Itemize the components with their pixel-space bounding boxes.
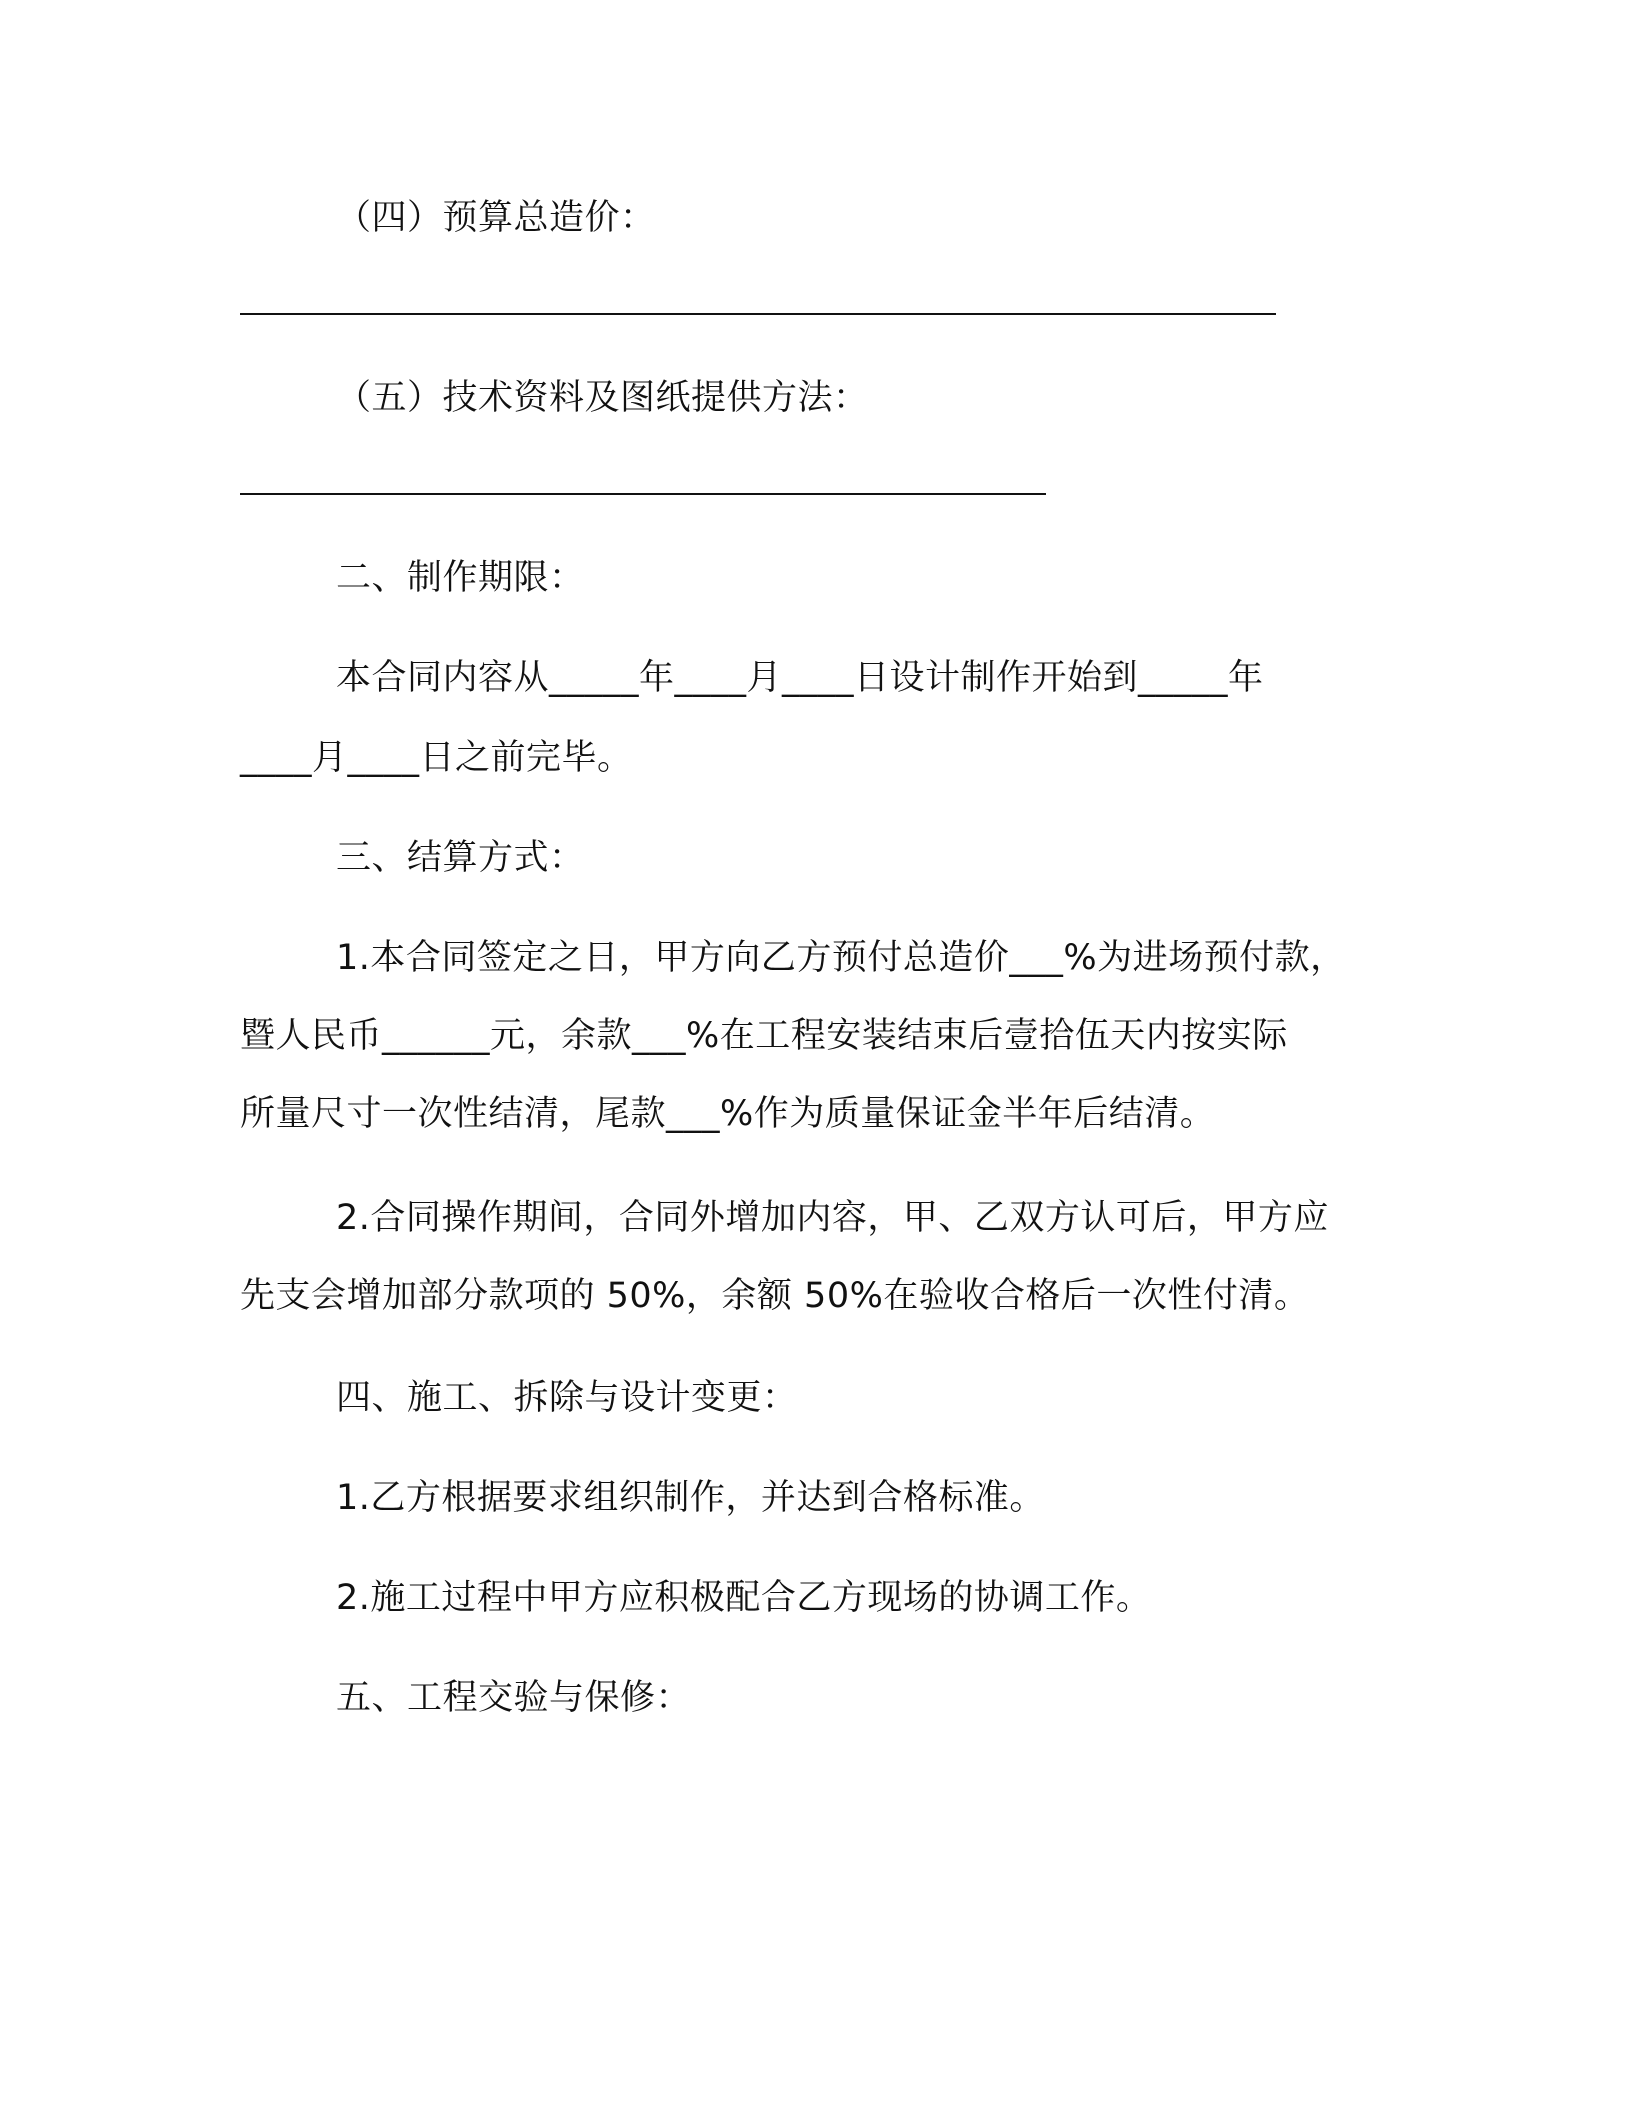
paragraph-period-line-2: ____月____日之前完毕。 — [240, 738, 633, 778]
paragraph-construction-2: 2.施工过程中甲方应积极配合乙方现场的协调工作。 — [336, 1578, 1152, 1618]
paragraph-settlement-2-line-1: 2.合同操作期间，合同外增加内容，甲、乙双方认可后，甲方应 — [336, 1198, 1329, 1238]
blank-line-budget — [240, 313, 1276, 315]
blank-line-technical-docs — [240, 493, 1046, 495]
heading-acceptance-warranty: 五、工程交验与保修： — [336, 1678, 692, 1718]
paragraph-period-line-1: 本合同内容从_____年____月____日设计制作开始到_____年 — [336, 658, 1264, 698]
section-budget-total: （四）预算总造价： — [336, 198, 656, 238]
paragraph-settlement-1-line-3: 所量尺寸一次性结清，尾款___%作为质量保证金半年后结清。 — [240, 1094, 1216, 1134]
paragraph-construction-1: 1.乙方根据要求组织制作，并达到合格标准。 — [336, 1478, 1045, 1518]
paragraph-settlement-1-line-1: 1.本合同签定之日，甲方向乙方预付总造价___%为进场预付款， — [336, 938, 1346, 978]
paragraph-settlement-2-line-2: 先支会增加部分款项的 50%，余额 50%在验收合格后一次性付清。 — [240, 1276, 1310, 1316]
heading-production-period: 二、制作期限： — [336, 558, 585, 598]
paragraph-settlement-1-line-2: 暨人民币______元，余款___%在工程安装结束后壹拾伍天内按实际 — [240, 1016, 1288, 1056]
heading-construction-changes: 四、施工、拆除与设计变更： — [336, 1378, 798, 1418]
section-technical-docs: （五）技术资料及图纸提供方法： — [336, 378, 869, 418]
heading-settlement-method: 三、结算方式： — [336, 838, 585, 878]
